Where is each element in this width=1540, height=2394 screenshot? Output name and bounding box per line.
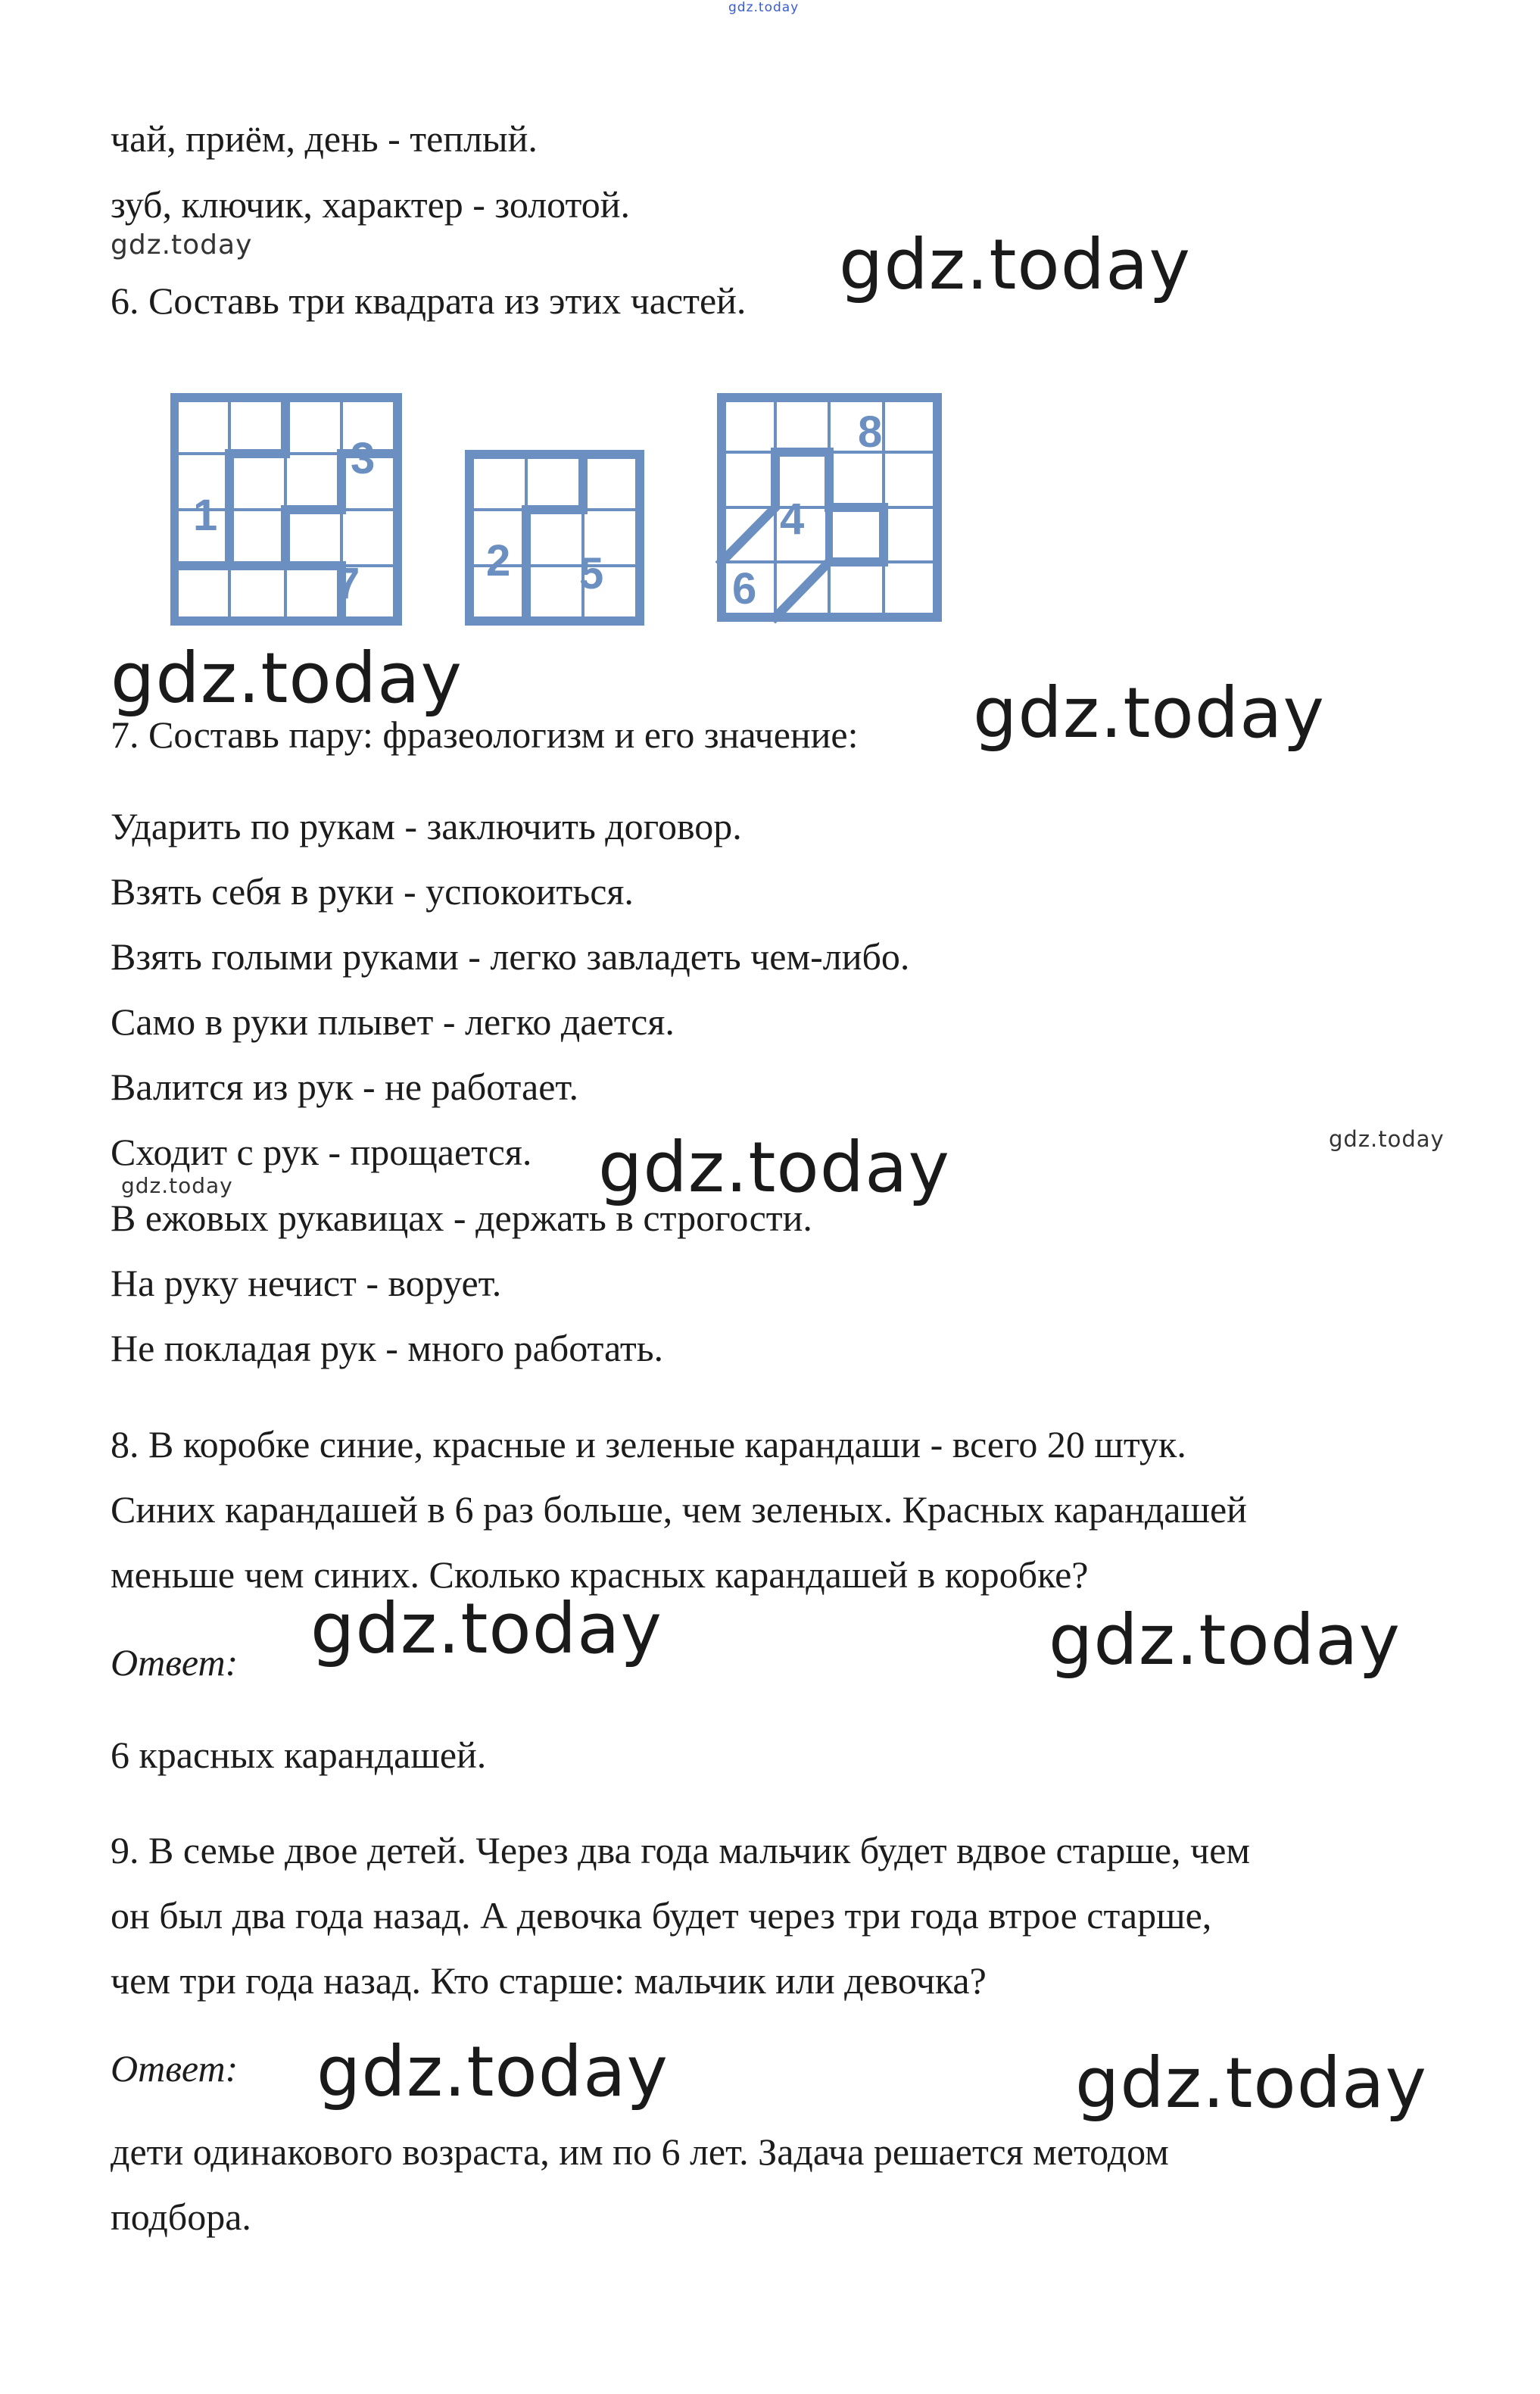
phrase-5: Валится из рук - не работает. <box>111 1066 578 1108</box>
watermark-top: gdz.today <box>728 0 800 15</box>
answer-8: 6 красных карандашей. <box>111 1734 487 1776</box>
phrase-8: На руку нечист - ворует. <box>111 1262 502 1304</box>
piece-label-2: 2 <box>486 536 511 585</box>
squares-puzzle-figure <box>170 382 943 632</box>
piece-label-4: 4 <box>780 495 805 544</box>
piece-label-8: 8 <box>858 407 883 457</box>
phrase-4: Само в руки плывет - легко дается. <box>111 1000 675 1043</box>
answer-line-warm: чай, приём, день - теплый. <box>111 117 538 160</box>
answer-line-golden: зуб, ключик, характер - золотой. <box>111 183 630 226</box>
piece-label-7: 7 <box>335 559 360 608</box>
piece-label-5: 5 <box>579 549 604 598</box>
watermark-small-2: gdz.today <box>1329 1126 1445 1152</box>
phrase-2: Взять себя в руки - успокоиться. <box>111 870 634 913</box>
question-8-line-3: меньше чем синих. Сколько красных карандашей в коробке? <box>111 1553 1089 1596</box>
answer-9-line-1: дети одинакового возраста, им по 6 лет. Задача решается методом <box>111 2130 1169 2173</box>
watermark-small-1: gdz.today <box>111 229 253 261</box>
phrase-7: В ежовых рукавицах - держать в строгости. <box>111 1197 812 1239</box>
watermark-big-8: gdz.today <box>1075 2043 1427 2124</box>
answer-9-line-2: подбора. <box>111 2196 251 2238</box>
question-9-line-3: чем три года назад. Кто старше: мальчик или девочка? <box>111 1959 987 2002</box>
question-7: 7. Составь пару: фразеологизм и его значение: <box>111 713 859 756</box>
question-8-line-1: 8. В коробке синие, красные и зеленые карандаши - всего 20 штук. <box>111 1423 1186 1465</box>
question-6: 6. Составь три квадрата из этих частей. <box>111 279 747 322</box>
watermark-big-5: gdz.today <box>310 1588 662 1669</box>
question-8-line-2: Синих карандашей в 6 раз больше, чем зеленых. Красных карандашей <box>111 1488 1247 1531</box>
watermark-big-7: gdz.today <box>316 2031 669 2112</box>
piece-label-1: 1 <box>193 491 218 540</box>
question-9-line-2: он был два года назад. А девочка будет через три года втрое старше, <box>111 1894 1212 1937</box>
question-9-line-1: 9. В семье двое детей. Через два года мальчик будет вдвое старше, чем <box>111 1829 1251 1871</box>
piece-label-3: 3 <box>351 434 376 483</box>
watermark-big-6: gdz.today <box>1049 1600 1401 1681</box>
phrase-6: Сходит с рук - прощается. <box>111 1131 532 1173</box>
answer-label-9: Ответ: <box>111 2047 238 2090</box>
phrase-1: Ударить по рукам - заключить договор. <box>111 805 742 847</box>
watermark-big-2: gdz.today <box>111 638 463 719</box>
phrase-3: Взять голыми руками - легко завладеть чем-либо. <box>111 935 910 978</box>
watermark-big-4: gdz.today <box>598 1127 950 1208</box>
phrase-9: Не покладая рук - много работать. <box>111 1327 664 1369</box>
watermark-small-3: gdz.today <box>121 1173 233 1198</box>
piece-label-6: 6 <box>732 564 757 613</box>
watermark-big-1: gdz.today <box>839 224 1191 305</box>
watermark-big-3: gdz.today <box>973 673 1325 754</box>
answer-label-8: Ответ: <box>111 1641 238 1684</box>
